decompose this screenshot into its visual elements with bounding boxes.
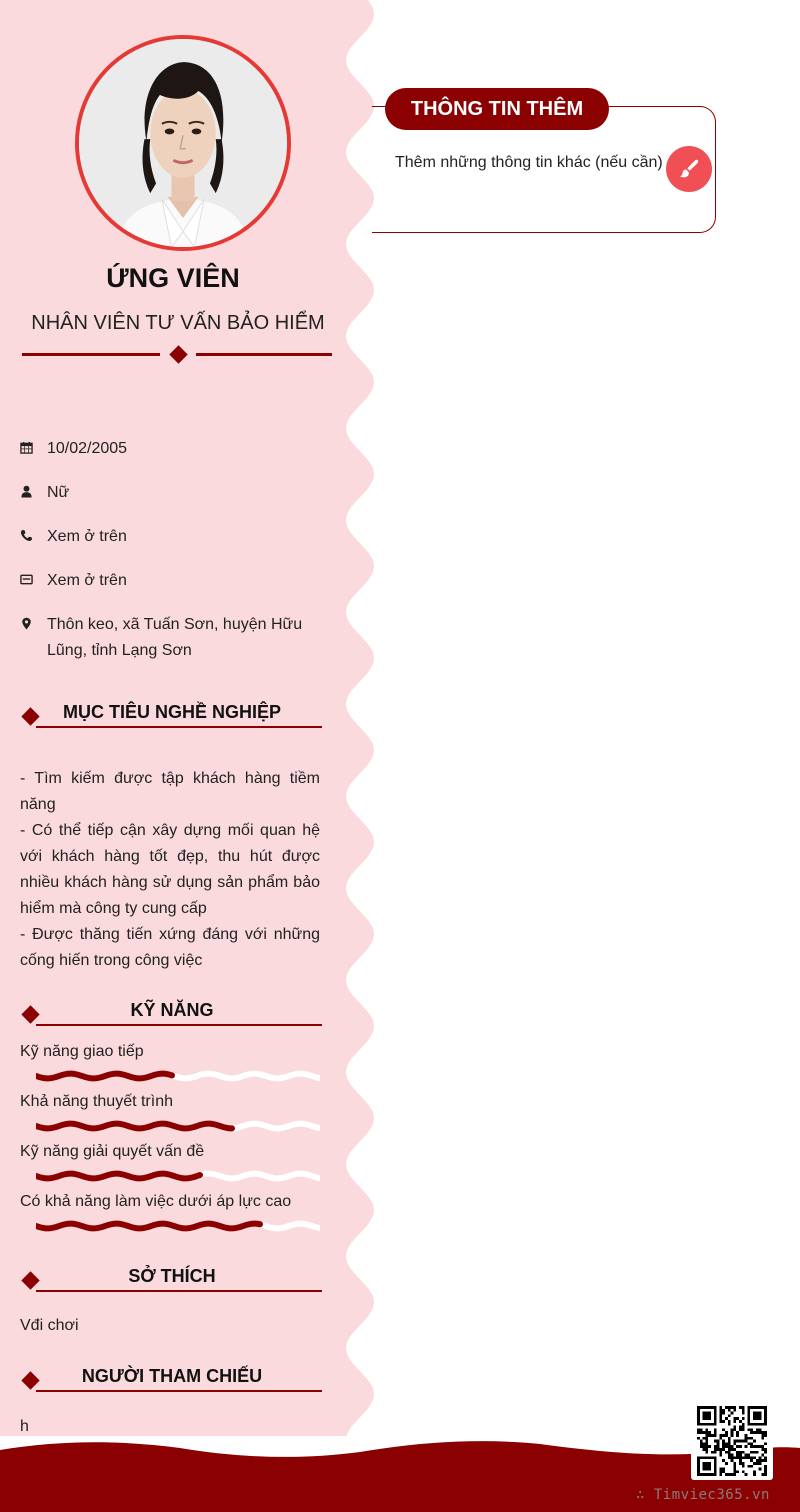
- avatar-photo: [79, 39, 287, 247]
- contact-info: [20, 436, 320, 682]
- contact-phone[interactable]: [20, 524, 320, 550]
- heading-line: [36, 1390, 322, 1392]
- skill-name: Khả năng thuyết trình: [20, 1093, 173, 1110]
- avatar[interactable]: [75, 35, 291, 251]
- brush-icon: [678, 158, 700, 180]
- skill-name: Kỹ năng giải quyết vấn đề: [20, 1143, 205, 1160]
- references-text[interactable]: h: [20, 1418, 29, 1435]
- calendar-icon: [20, 436, 47, 458]
- skill-name: Có khả năng làm việc dưới áp lực cao: [20, 1193, 292, 1210]
- skills-heading: [22, 1002, 322, 1028]
- skill-bar-fill: [36, 1124, 232, 1129]
- skills-title[interactable]: KỸ NĂNG: [130, 1000, 214, 1020]
- skill-item[interactable]: [20, 1040, 320, 1090]
- skill-item[interactable]: [20, 1090, 320, 1140]
- qr-code[interactable]: [691, 1402, 773, 1480]
- objective-title[interactable]: MỤC TIÊU NGHỀ NGHIỆP: [62, 702, 281, 722]
- edit-style-button[interactable]: [666, 146, 712, 192]
- objective-line: - Được thăng tiến xứng đáng với những cống hiến trong công việc: [20, 926, 320, 969]
- hobbies-text[interactable]: Vđi chơi: [20, 1317, 79, 1334]
- skill-item[interactable]: [20, 1190, 320, 1240]
- hobbies-title[interactable]: SỞ THÍCH: [128, 1266, 216, 1286]
- skill-item[interactable]: [20, 1140, 320, 1190]
- contact-address[interactable]: [20, 612, 320, 664]
- contact-email[interactable]: [20, 568, 320, 594]
- objective-text[interactable]: [20, 766, 320, 974]
- heading-line: [36, 726, 322, 728]
- contact-birthdate[interactable]: [20, 436, 320, 462]
- user-icon: [20, 480, 47, 502]
- skill-bar-fill: [36, 1074, 172, 1079]
- objective-line: - Có thể tiếp cận xây dựng mối quan hệ với khách hàng tốt đẹp, thu hút được nhiều khách hàng sử dụng sản phẩm bảo hiểm mà công ty cung cấp: [20, 822, 320, 917]
- title-divider: [22, 345, 332, 365]
- candidate-name[interactable]: ỨNG VIÊN: [106, 263, 240, 293]
- skill-level-bar: [36, 1070, 320, 1082]
- location-icon: [20, 612, 47, 634]
- objective-line: - Tìm kiếm được tập khách hàng tiềm năng: [20, 770, 320, 813]
- additional-info-title[interactable]: THÔNG TIN THÊM: [385, 88, 609, 130]
- contact-value: Thôn keo, xã Tuấn Sơn, huyện Hữu Lũng, tỉnh Lạng Sơn: [47, 616, 303, 659]
- contact-value: Nữ: [47, 484, 70, 501]
- phone-icon: [20, 524, 47, 546]
- references-heading: [22, 1368, 322, 1394]
- objective-heading: [22, 704, 322, 730]
- additional-info-text[interactable]: Thêm những thông tin khác (nếu cần): [395, 154, 663, 171]
- skill-level-bar: [36, 1170, 320, 1182]
- references-title[interactable]: NGƯỜI THAM CHIẾU: [81, 1366, 263, 1386]
- skill-name: Kỹ năng giao tiếp: [20, 1043, 144, 1060]
- qr-code-image: [695, 1406, 769, 1476]
- contact-gender[interactable]: [20, 480, 320, 506]
- heading-line: [36, 1024, 322, 1026]
- skills-list: [20, 1040, 320, 1240]
- skill-bar-fill: [36, 1174, 200, 1179]
- skill-bar-fill: [36, 1224, 260, 1229]
- contact-value: Xem ở trên: [47, 572, 127, 589]
- hobbies-heading: [22, 1268, 322, 1294]
- skill-level-bar: [36, 1120, 320, 1132]
- email-icon: [20, 568, 47, 590]
- watermark-logo: ∴ Timviec365.vn: [636, 1487, 770, 1503]
- candidate-position[interactable]: NHÂN VIÊN TƯ VẤN BẢO HIỂM: [31, 312, 325, 334]
- heading-line: [36, 1290, 322, 1292]
- contact-value: Xem ở trên: [47, 528, 127, 545]
- contact-value: 10/02/2005: [47, 440, 128, 457]
- skill-level-bar: [36, 1220, 320, 1232]
